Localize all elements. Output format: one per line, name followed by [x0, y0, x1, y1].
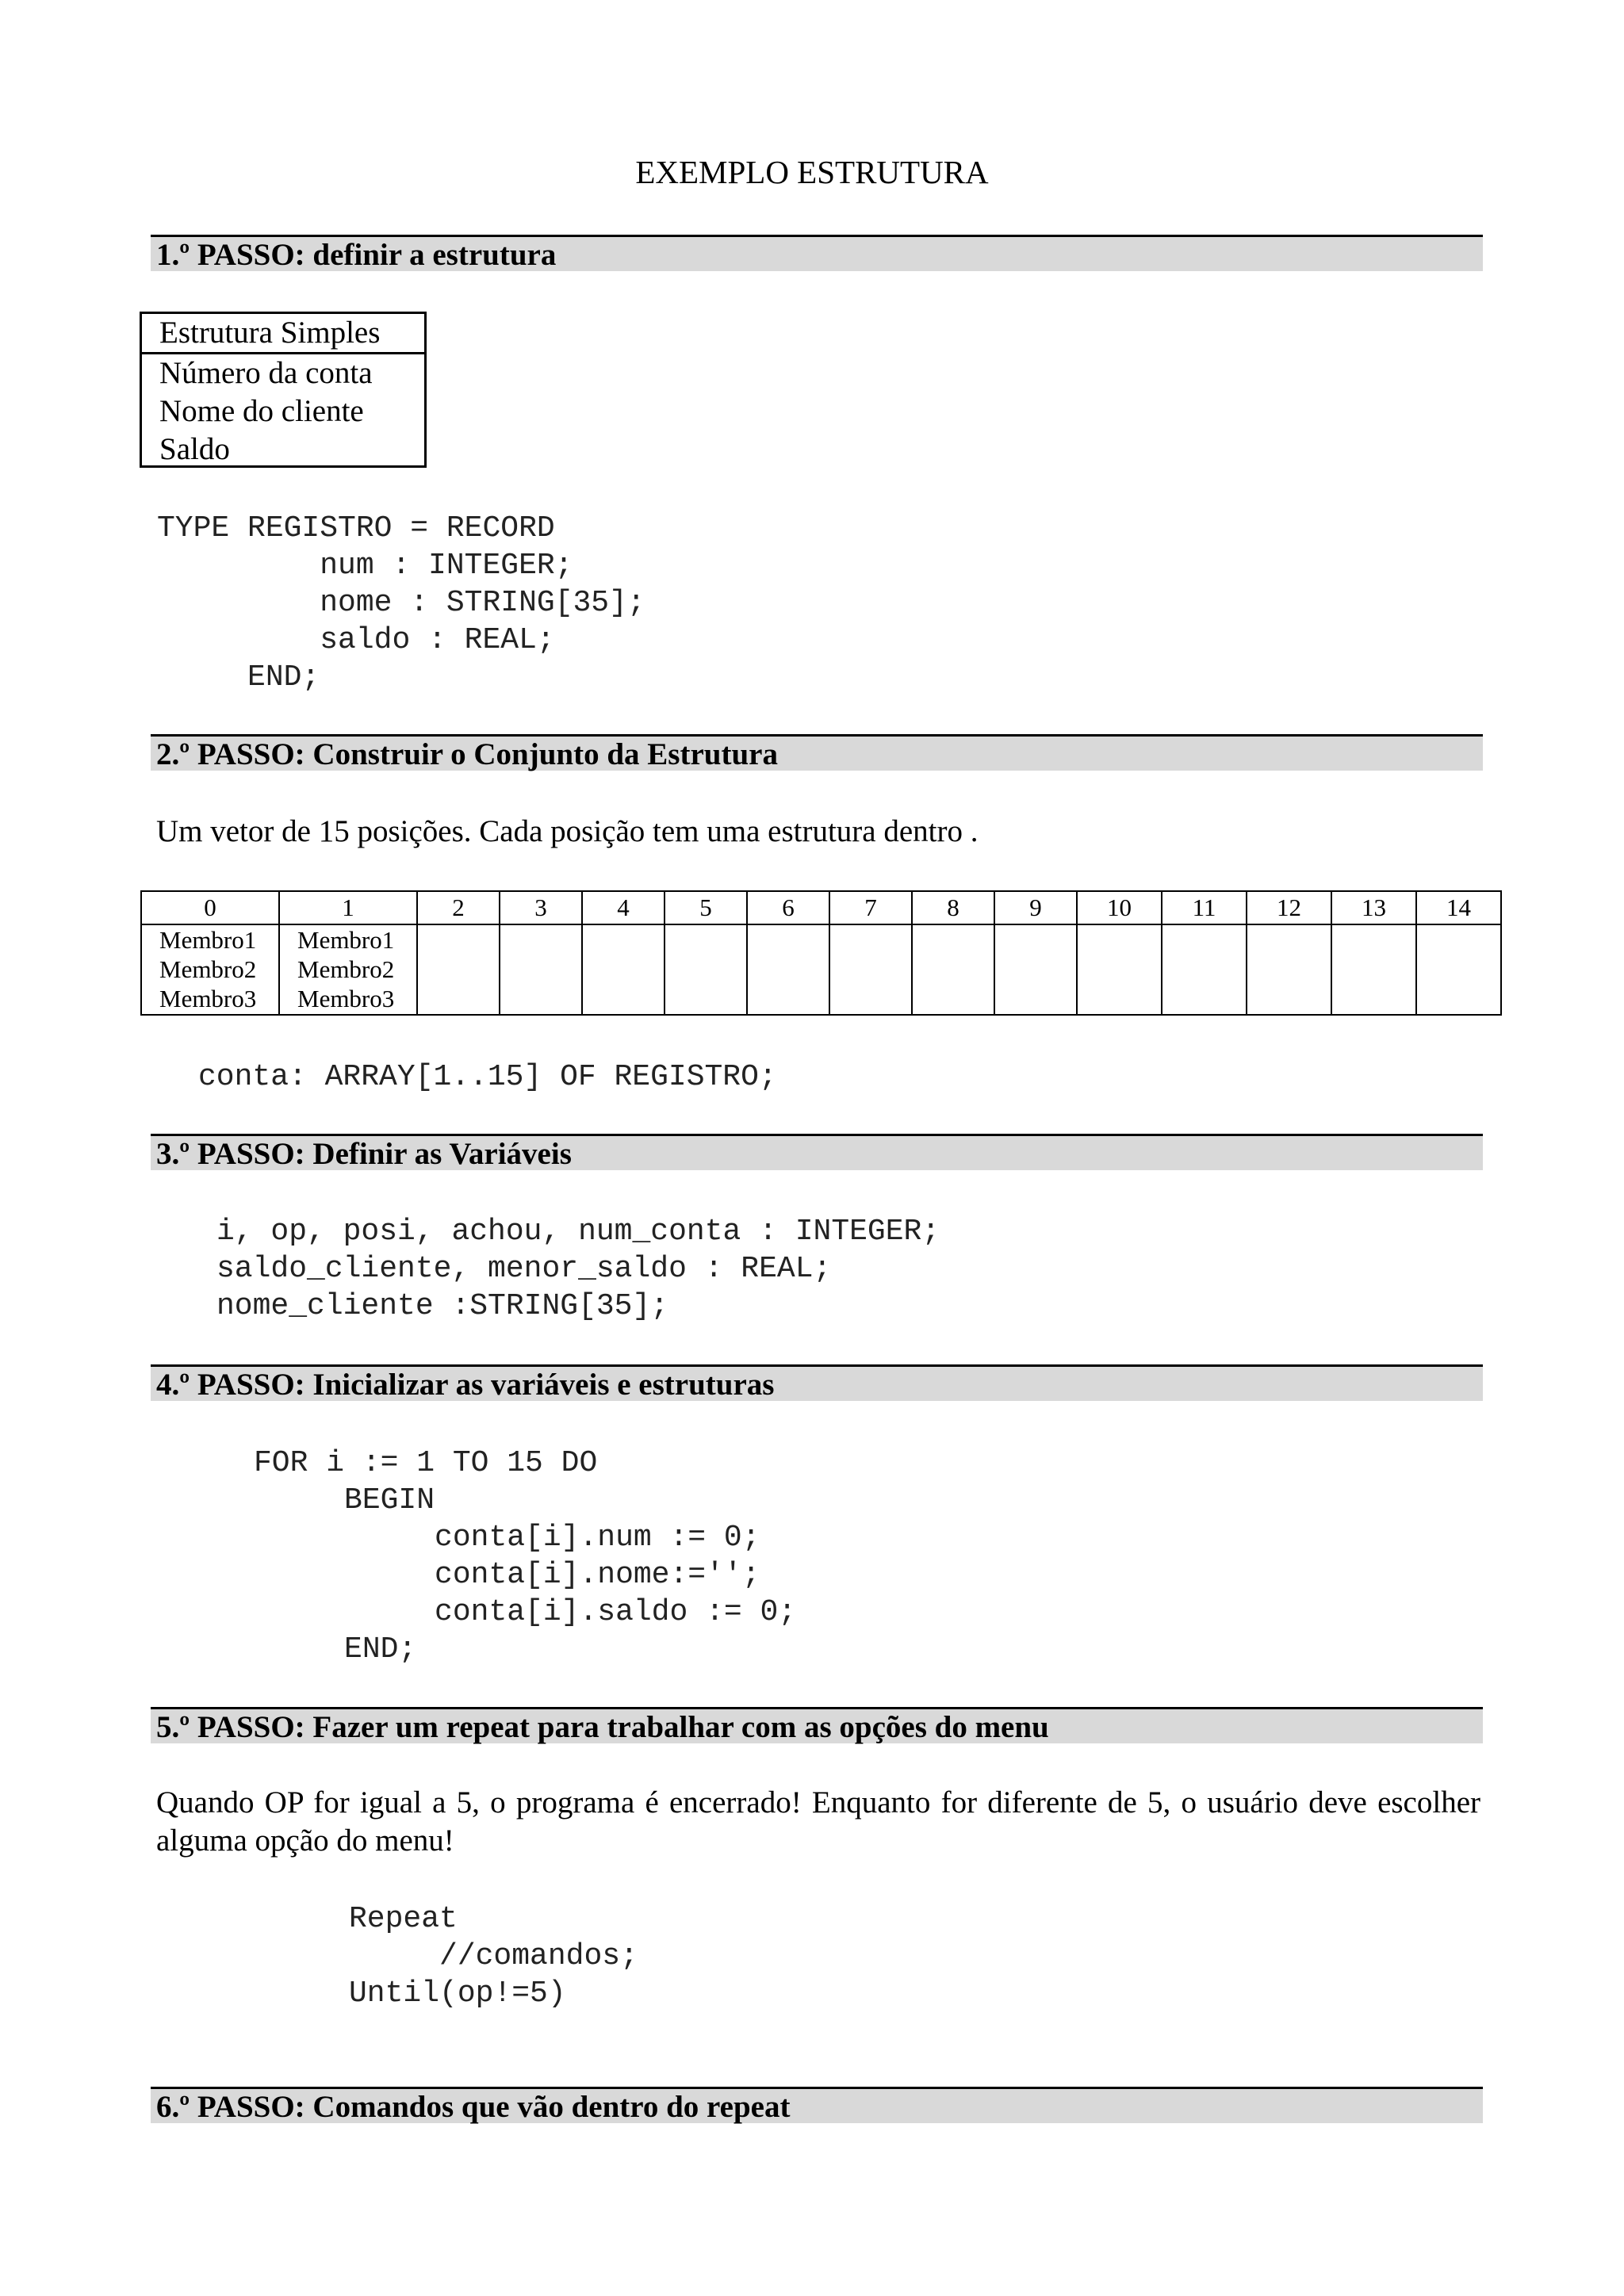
- array-index: 13: [1331, 891, 1416, 924]
- step-5-heading: 5.º PASSO: Fazer um repeat para trabalhar com as opções do menu: [151, 1707, 1483, 1743]
- variables-code: i, op, posi, achou, num_conta : INTEGER; saldo_cliente, menor_saldo : REAL; nome_cliente :STRING[35];: [216, 1215, 940, 1323]
- array-index: 0: [141, 891, 279, 924]
- array-cell: [500, 924, 582, 1015]
- step-4-heading: 4.º PASSO: Inicializar as variáveis e estruturas: [151, 1364, 1483, 1401]
- init-loop-code: FOR i := 1 TO 15 DO BEGIN conta[i].num := 0; conta[i].nome:=''; conta[i].saldo := 0; END;: [254, 1446, 797, 1667]
- array-cell: [1331, 924, 1416, 1015]
- array-cell: [994, 924, 1077, 1015]
- array-cell: [912, 924, 994, 1015]
- array-index-row: [141, 891, 1501, 924]
- member-label: Membro2: [159, 955, 257, 983]
- array-cell: [1162, 924, 1247, 1015]
- array-index: 9: [994, 891, 1077, 924]
- array-index: 4: [582, 891, 665, 924]
- record-type-code: TYPE REGISTRO = RECORD num : INTEGER; nome : STRING[35]; saldo : REAL; END;: [157, 511, 645, 695]
- member-label: Membro1: [297, 926, 395, 954]
- array-cell: [417, 924, 500, 1015]
- member-label: Membro3: [159, 985, 257, 1012]
- array-content-row: [141, 924, 1501, 1015]
- array-declaration-code: conta: ARRAY[1..15] OF REGISTRO;: [198, 1060, 777, 1094]
- structure-box-title: Estrutura Simples: [142, 314, 424, 354]
- array-cell: [582, 924, 665, 1015]
- array-table: [140, 890, 1502, 1016]
- array-index: 7: [829, 891, 912, 924]
- page-title: EXEMPLO ESTRUTURA: [635, 154, 989, 190]
- array-index: 8: [912, 891, 994, 924]
- array-cell: [141, 924, 279, 1015]
- array-cell: [665, 924, 747, 1015]
- step-3-heading: 3.º PASSO: Definir as Variáveis: [151, 1134, 1483, 1170]
- array-cell: [829, 924, 912, 1015]
- member-label: Membro3: [297, 985, 395, 1012]
- step-1-heading: 1.º PASSO: definir a estrutura: [151, 235, 1483, 271]
- structure-field: Número da conta: [159, 356, 373, 390]
- array-cell: [279, 924, 417, 1015]
- array-cell: [1416, 924, 1501, 1015]
- member-label: Membro1: [159, 926, 257, 954]
- step-2-description: Um vetor de 15 posições. Cada posição tem uma estrutura dentro .: [156, 814, 979, 848]
- step-2-heading: 2.º PASSO: Construir o Conjunto da Estrutura: [151, 734, 1483, 771]
- structure-box: [140, 312, 427, 468]
- structure-field: Saldo: [159, 432, 230, 466]
- step-6-heading: 6.º PASSO: Comandos que vão dentro do repeat: [151, 2087, 1483, 2123]
- array-index: 2: [417, 891, 500, 924]
- structure-field: Nome do cliente: [159, 394, 364, 428]
- array-index: 11: [1162, 891, 1247, 924]
- array-index: 6: [747, 891, 829, 924]
- array-index: 5: [665, 891, 747, 924]
- array-index: 12: [1247, 891, 1331, 924]
- array-cell: [1077, 924, 1162, 1015]
- array-index: 10: [1077, 891, 1162, 924]
- step-5-description: Quando OP for igual a 5, o programa é encerrado! Enquanto for diferente de 5, o usuário deve escolher alguma opção do menu!: [156, 1785, 1480, 1858]
- repeat-code: Repeat //comandos; Until(op!=5): [349, 1902, 638, 2011]
- member-label: Membro2: [297, 955, 395, 983]
- array-index: 1: [279, 891, 417, 924]
- array-index: 3: [500, 891, 582, 924]
- array-cell: [1247, 924, 1331, 1015]
- array-cell: [747, 924, 829, 1015]
- array-index: 14: [1416, 891, 1501, 924]
